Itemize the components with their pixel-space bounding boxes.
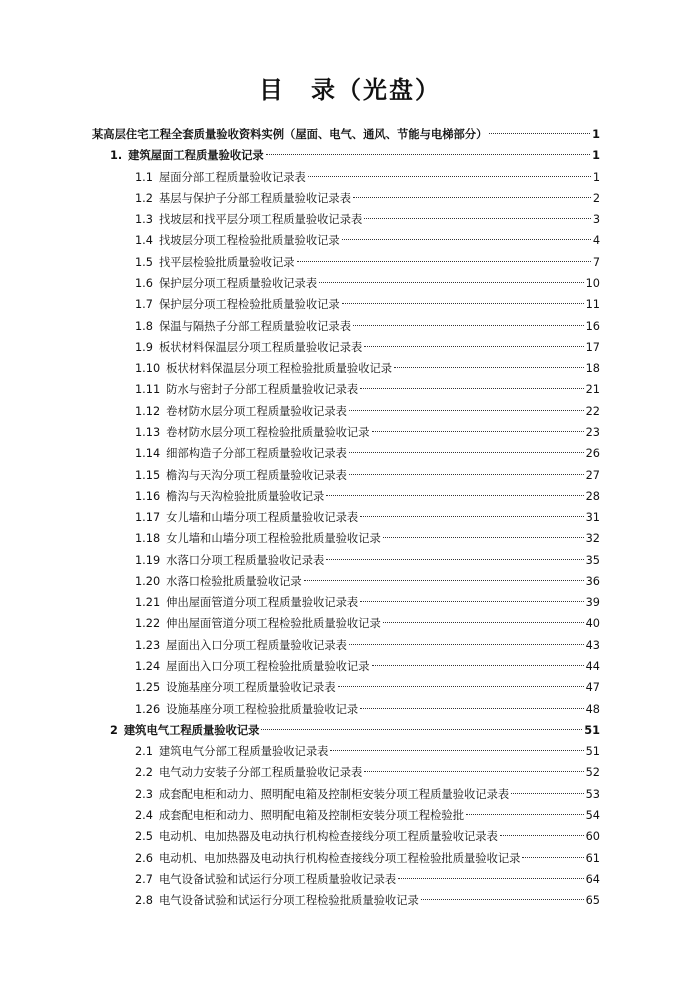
toc-entry[interactable]	[135, 657, 600, 677]
toc-entry[interactable]	[135, 508, 600, 528]
toc-entry-title: 找平层检验批质量验收记录	[158, 255, 295, 269]
toc-entry-page-number: 44	[585, 660, 600, 673]
toc-entry-number: 1.25	[135, 681, 161, 695]
toc-entry[interactable]	[135, 359, 600, 379]
toc-entry-title: 电气设备试验和试运行分项工程质量验收记录表	[158, 872, 397, 886]
toc-entry-number: 2.7	[135, 872, 153, 886]
toc-dot-leader	[398, 878, 583, 879]
toc-dot-leader	[266, 154, 590, 155]
toc-dot-leader	[372, 431, 584, 432]
toc-entry-page-number: 47	[585, 681, 600, 695]
toc-entry[interactable]	[135, 466, 600, 486]
toc-entry[interactable]	[135, 402, 600, 422]
toc-entry-title: 屋面分部工程质量验收记录表	[158, 170, 306, 184]
toc-entry-number: 2.1	[135, 745, 153, 759]
toc-entry-number: 1.22	[135, 617, 161, 631]
toc-entry-title: 保护层分项工程质量验收记录表	[158, 277, 318, 290]
toc-entry-page-number: 60	[585, 830, 600, 844]
toc-entry-title: 电气动力安装子分部工程质量验收记录表	[158, 766, 363, 780]
toc-entry-number: 2.8	[135, 894, 153, 908]
toc-dot-leader	[326, 559, 583, 560]
toc-dot-leader	[383, 537, 584, 538]
toc-entry[interactable]	[135, 891, 600, 911]
toc-entry-number: 1.24	[135, 660, 161, 673]
toc-entry-title: 电气设备试验和试运行分项工程检验批质量验收记录	[158, 894, 419, 908]
toc-entry-page-number: 26	[585, 447, 600, 461]
toc-entry-page-number: 3	[592, 213, 600, 227]
toc-entry-title: 电动机、电加热器及电动执行机构检查接线分项工程检验批质量验收记录	[158, 851, 521, 865]
toc-dot-leader	[308, 176, 591, 177]
toc-entry-page-number: 21	[585, 383, 600, 397]
toc-entry-page-number: 31	[585, 511, 600, 524]
toc-dot-leader	[364, 771, 583, 772]
toc-entry-number: 1.4	[135, 234, 153, 248]
toc-entry-number: 1.26	[135, 702, 161, 716]
toc-entry-title: 设施基座分项工程质量验收记录表	[166, 681, 336, 695]
toc-dot-leader	[360, 601, 583, 602]
toc-entry[interactable]	[135, 763, 600, 783]
toc-entry-number: 1.9	[135, 340, 153, 354]
toc-entry[interactable]	[135, 636, 600, 656]
toc-entry[interactable]	[135, 295, 600, 315]
toc-entry-number: 1.17	[135, 511, 161, 524]
toc-dot-leader	[489, 133, 590, 134]
toc-entry-page-number: 36	[585, 574, 600, 588]
toc-entry-number: 1.7	[135, 298, 153, 312]
toc-entry[interactable]	[135, 189, 600, 209]
toc-dot-leader	[319, 282, 583, 283]
toc-dot-leader	[353, 325, 584, 326]
toc-dot-leader	[349, 474, 584, 475]
toc-entry-title: 板状材料保温层分项工程质量验收记录表	[158, 340, 363, 354]
toc-entry[interactable]	[135, 849, 600, 869]
toc-entry-title: 水落口检验批质量验收记录	[166, 574, 302, 588]
toc-entry-page-number: 52	[585, 766, 600, 780]
toc-dot-leader	[360, 516, 583, 517]
toc-entry-page-number: 48	[585, 702, 600, 716]
toc-entry-page-number: 10	[585, 277, 600, 290]
toc-entry-title: 屋面出入口分项工程检验批质量验收记录	[166, 660, 370, 673]
toc-entry-number: 1.13	[135, 425, 161, 439]
toc-entry[interactable]	[135, 614, 600, 634]
toc-entry-title: 保护层分项工程检验批质量验收记录	[158, 298, 340, 312]
toc-entry-page-number: 1	[592, 149, 600, 163]
toc-entry-title: 某高层住宅工程全套质量验收资料实例（屋面、电气、通风、节能与电梯部分）	[92, 128, 488, 141]
toc-entry-page-number: 16	[585, 319, 600, 333]
toc-dot-leader	[342, 239, 591, 240]
toc-entry-number: 2	[110, 723, 118, 737]
toc-entry-number: 2.4	[135, 809, 153, 822]
toc-entry-page-number: 51	[584, 723, 600, 737]
toc-entry-page-number: 65	[585, 894, 600, 908]
toc-entry[interactable]	[135, 253, 600, 273]
toc-entry-page-number: 61	[585, 851, 600, 865]
toc-entry-page-number: 54	[585, 809, 600, 822]
toc-entry-title: 细部构造子分部工程质量验收记录表	[166, 447, 347, 461]
toc-entry-number: 1.5	[135, 255, 153, 269]
toc-entry[interactable]	[135, 529, 600, 549]
toc-entry-title: 建筑屋面工程质量验收记录	[128, 149, 264, 163]
toc-entry-page-number: 39	[585, 596, 600, 610]
toc-entry[interactable]	[135, 870, 600, 890]
toc-dot-leader	[349, 452, 584, 453]
toc-entry-number: 1.12	[135, 404, 161, 418]
toc-entry[interactable]	[135, 678, 600, 698]
toc-entry-page-number: 1	[592, 128, 600, 141]
toc-dot-leader	[338, 686, 584, 687]
toc-entry-number: 1.18	[135, 532, 161, 546]
toc-entry-number: 1.19	[135, 553, 161, 567]
toc-entry[interactable]	[135, 210, 600, 230]
toc-dot-leader	[383, 622, 584, 623]
toc-entry-title: 建筑电气分部工程质量验收记录表	[158, 745, 329, 759]
toc-entry[interactable]	[135, 231, 600, 251]
toc-entry-page-number: 7	[592, 255, 600, 269]
toc-dot-leader	[360, 388, 583, 389]
toc-entry-page-number: 27	[585, 468, 600, 482]
toc-dot-leader	[466, 814, 584, 815]
toc-entry-title: 防水与密封子分部工程质量验收记录表	[166, 383, 359, 397]
toc-entry-number: 1.14	[135, 447, 161, 461]
toc-entry-number: 1.23	[135, 638, 161, 652]
toc-entry[interactable]	[135, 487, 600, 507]
toc-entry-page-number: 43	[585, 638, 600, 652]
toc-entry[interactable]	[135, 700, 600, 720]
toc-entry-number: 1.3	[135, 213, 153, 227]
toc-entry-page-number: 32	[585, 532, 600, 546]
toc-entry-page-number: 17	[585, 340, 600, 354]
toc-entry-title: 卷材防水层分项工程检验批质量验收记录	[166, 425, 370, 439]
toc-entry-title: 女儿墙和山墙分项工程质量验收记录表	[166, 511, 359, 524]
toc-entry-page-number: 23	[585, 425, 600, 439]
toc-entry-title: 成套配电柜和动力、照明配电箱及控制柜安装分项工程质量验收记录表	[158, 787, 510, 801]
toc-dot-leader	[349, 644, 584, 645]
toc-entry-title: 檐沟与天沟检验批质量验收记录	[166, 489, 325, 503]
toc-entry-title: 檐沟与天沟分项工程质量验收记录表	[166, 468, 347, 482]
toc-entry-title: 设施基座分项工程检验批质量验收记录	[166, 702, 359, 716]
toc-entry-number: 2.2	[135, 766, 153, 780]
toc-dot-leader	[511, 793, 583, 794]
toc-dot-leader	[372, 665, 584, 666]
toc-entry-number: 1.	[110, 149, 123, 163]
toc-entry[interactable]	[135, 423, 600, 443]
toc-entry[interactable]	[135, 593, 600, 613]
toc-dot-leader	[500, 835, 584, 836]
toc-dot-leader	[364, 346, 583, 347]
toc-entry[interactable]	[110, 146, 600, 166]
toc-entry-title: 基层与保护子分部工程质量验收记录表	[158, 191, 352, 205]
toc-dot-leader	[522, 857, 583, 858]
toc-dot-leader	[349, 410, 584, 411]
toc-entry[interactable]	[135, 806, 600, 826]
toc-entry-page-number: 51	[585, 745, 600, 759]
toc-entry-title: 电动机、电加热器及电动执行机构检查接线分项工程质量验收记录表	[158, 830, 498, 844]
toc-dot-leader	[261, 729, 582, 730]
toc-dot-leader	[364, 218, 590, 219]
toc-entry-title: 板状材料保温层分项工程检验批质量验收记录	[166, 362, 393, 376]
toc-entry-title: 女儿墙和山墙分项工程检验批质量验收记录	[166, 532, 381, 546]
toc-entry[interactable]	[135, 551, 600, 571]
toc-entry-page-number: 35	[585, 553, 600, 567]
toc-entry-page-number: 1	[592, 170, 600, 184]
toc-entry-number: 1.10	[135, 362, 161, 376]
toc-entry-title: 成套配电柜和动力、照明配电箱及控制柜安装分项工程检验批	[158, 809, 464, 822]
toc-entry[interactable]	[110, 721, 600, 741]
toc-entry-page-number: 53	[585, 787, 600, 801]
toc-entry-number: 1.20	[135, 574, 161, 588]
toc-entry-number: 2.3	[135, 787, 153, 801]
toc-dot-leader	[297, 261, 591, 262]
toc-entry-page-number: 2	[592, 191, 600, 205]
toc-dot-leader	[394, 367, 584, 368]
toc-entry-number: 2.5	[135, 830, 153, 844]
toc-entry-number: 1.6	[135, 277, 153, 290]
toc-entry-title: 找坡层和找平层分项工程质量验收记录表	[158, 213, 363, 227]
toc-dot-leader	[342, 303, 584, 304]
toc-entry[interactable]	[135, 785, 600, 805]
toc-dot-leader	[353, 197, 591, 198]
toc-entry-page-number: 22	[585, 404, 600, 418]
page-title: 目 录（光盘）	[259, 76, 441, 104]
toc-dot-leader	[330, 750, 583, 751]
toc-entry[interactable]	[135, 274, 600, 294]
toc-entry-title: 卷材防水层分项工程质量验收记录表	[166, 404, 347, 418]
toc-entry[interactable]	[135, 827, 600, 847]
toc-entry[interactable]	[135, 317, 600, 337]
toc-entry-number: 1.11	[135, 383, 161, 397]
toc-entry[interactable]	[135, 380, 600, 400]
toc-entry-number: 1.15	[135, 468, 161, 482]
toc-entry-page-number: 64	[585, 872, 600, 886]
toc-entry-page-number: 40	[585, 617, 600, 631]
toc-entry-number: 1.1	[135, 170, 153, 184]
toc-entry-number: 2.6	[135, 851, 153, 865]
toc-dot-leader	[304, 580, 584, 581]
toc-entry[interactable]	[135, 168, 600, 188]
toc-entry-number: 1.8	[135, 319, 153, 333]
toc-entry-title: 找坡层分项工程检验批质量验收记录	[158, 234, 340, 248]
toc-dot-leader	[421, 899, 584, 900]
toc-entry[interactable]	[135, 572, 600, 592]
toc-entry-number: 1.21	[135, 596, 161, 610]
toc-entry-title: 保温与隔热子分部工程质量验收记录表	[158, 319, 352, 333]
toc-dot-leader	[360, 708, 583, 709]
toc-entry-title: 建筑电气工程质量验收记录	[123, 723, 260, 737]
toc-entry-title: 屋面出入口分项工程质量验收记录表	[166, 638, 347, 652]
toc-entry-title: 伸出屋面管道分项工程质量验收记录表	[166, 596, 359, 610]
toc-entry-page-number: 4	[592, 234, 600, 248]
toc-entry-title: 伸出屋面管道分项工程检验批质量验收记录	[166, 617, 381, 631]
toc-entry-page-number: 18	[585, 362, 600, 376]
toc-entry[interactable]	[92, 125, 600, 145]
toc-entry-number: 1.16	[135, 489, 161, 503]
toc-entry-number: 1.2	[135, 191, 153, 205]
toc-entry-page-number: 28	[585, 489, 600, 503]
toc-entry-title: 水落口分项工程质量验收记录表	[166, 553, 325, 567]
toc-entry-page-number: 11	[585, 298, 600, 312]
toc-dot-leader	[326, 495, 583, 496]
toc-entry[interactable]	[135, 742, 600, 762]
toc-entry[interactable]	[135, 444, 600, 464]
toc-entry[interactable]	[135, 338, 600, 358]
